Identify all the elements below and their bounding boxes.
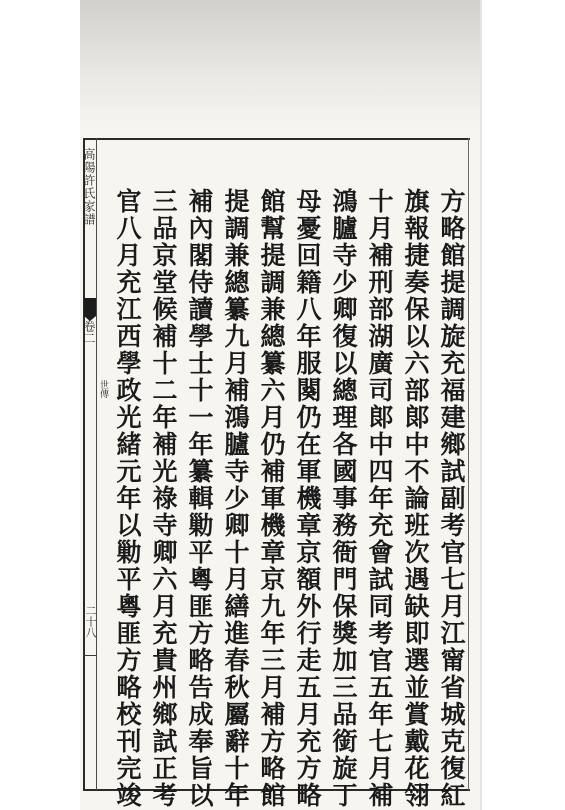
- page-top-shading: [80, 0, 480, 130]
- text-column: 母憂回籍八年服闋仍在軍機章京額外行走五月充方略: [293, 188, 322, 809]
- frame-right-border: [468, 138, 469, 790]
- frame-top-border: [83, 138, 470, 140]
- section-label: 世傳: [98, 380, 108, 398]
- page-number: 二十八: [84, 605, 97, 638]
- text-column: 三品京堂候補十二年補光祿寺卿六月充貴州鄉試正考: [149, 188, 178, 809]
- text-column: 方略館提調旋充福建鄉試副考官七月江甯省城克復紅: [437, 188, 466, 809]
- margin-separator: [83, 655, 97, 656]
- main-text: [113, 188, 466, 809]
- text-column: 旗報捷奏保以六部郞中不論班次遇缺即選並賞戴花翎: [401, 188, 430, 809]
- text-column: 鴻臚寺少卿復以總理各國事務衙門保獎加三品銜旋丁: [329, 188, 358, 809]
- text-column: 十月補刑部湖廣司郞中四年充會試同考官五年七月補: [365, 188, 394, 809]
- volume-label: 卷二: [82, 320, 96, 344]
- fishtail-mark-icon: [84, 298, 96, 316]
- text-column: 提調兼總纂九月補鴻臚寺少卿十月繕進春秋屬辭十年: [221, 188, 250, 809]
- text-column: 官八月充江西學政光緒元年以勦平粵匪方略校刊完竣: [113, 188, 142, 809]
- frame-left-border: [83, 138, 85, 790]
- text-column: 補內閣侍讀學士十一年纂輯勦平粵匪方略告成奉旨以: [185, 188, 214, 809]
- book-title: 高陽許氏家譜: [82, 148, 96, 226]
- text-column: 館幫提調兼總纂六月仍補軍機章京九年三月補方略館: [257, 188, 286, 809]
- margin-column-border: [96, 138, 97, 790]
